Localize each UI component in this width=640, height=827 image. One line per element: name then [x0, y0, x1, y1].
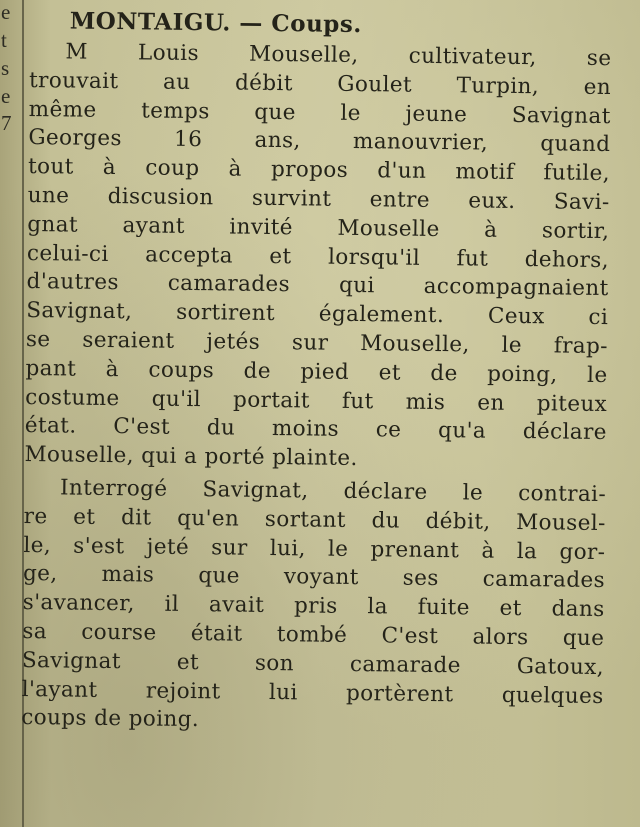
article-line: tout à coup à propos d'un motif futile,: [27, 154, 611, 187]
article-line: ge, mais que voyant ses camarades: [22, 561, 606, 594]
article-paragraph-2: [21, 474, 614, 740]
article-line: d'autres camarades qui accompagnaient: [26, 269, 609, 302]
article-line: s'avancer, il avait pris la fuite et dans: [22, 590, 605, 623]
adjacent-column-letter: s: [1, 56, 10, 80]
news-article: [21, 6, 620, 740]
article-line: même temps que le jeune Savignat: [28, 96, 611, 129]
article-line: gnat ayant invité Mouselle à sortir,: [27, 211, 610, 244]
article-line: Mouselle, qui a porté plainte.: [24, 442, 358, 472]
adjacent-column-letter: t: [1, 28, 7, 52]
article-line: sa course était tombé C'est alors que: [22, 618, 605, 652]
article-line: trouvait au débit Goulet Turpin, en: [28, 67, 612, 100]
article-line: une discusion survint entre eux. Savi-: [27, 182, 610, 216]
article-line: état. C'est du moins ce qu'a déclare: [24, 413, 607, 446]
article-line: se seraient jetés sur Mouselle, le frap-: [25, 326, 609, 360]
article-paragraph-1: [24, 38, 619, 477]
article-line: celui-ci accepta et lorsqu'il fut dehors,: [26, 240, 610, 273]
article-headline: MONTAIGU. — Coups.: [69, 7, 362, 39]
adjacent-column-letter: e: [1, 84, 11, 108]
article-line: Savignat et son camarade Gatoux,: [21, 647, 605, 680]
article-line: Interrogé Savignat, déclare le contrai-: [59, 475, 607, 508]
article-line: M Louis Mouselle, cultivateur, se: [65, 39, 612, 72]
article-line: Georges 16 ans, manouvrier, quand: [28, 125, 611, 158]
article-line: Savignat, sortirent également. Ceux ci: [26, 298, 609, 331]
article-line: le, s'est jeté sur lui, le prenant à la gor-: [23, 532, 606, 565]
adjacent-column-fragment: [0, 0, 20, 827]
article-line: coups de poing.: [21, 705, 200, 733]
article-line: pant à coups de pied et de poing, le: [25, 355, 608, 388]
adjacent-column-letter: e: [1, 0, 11, 24]
article-line: costume qu'il portait fut mis en piteux: [25, 384, 608, 417]
article-line: l'ayant rejoint lui portèrent quelques: [21, 676, 604, 709]
adjacent-column-letter: 7: [1, 111, 12, 135]
article-line: re et dit qu'en sortant du débit, Mousel-: [23, 503, 606, 536]
